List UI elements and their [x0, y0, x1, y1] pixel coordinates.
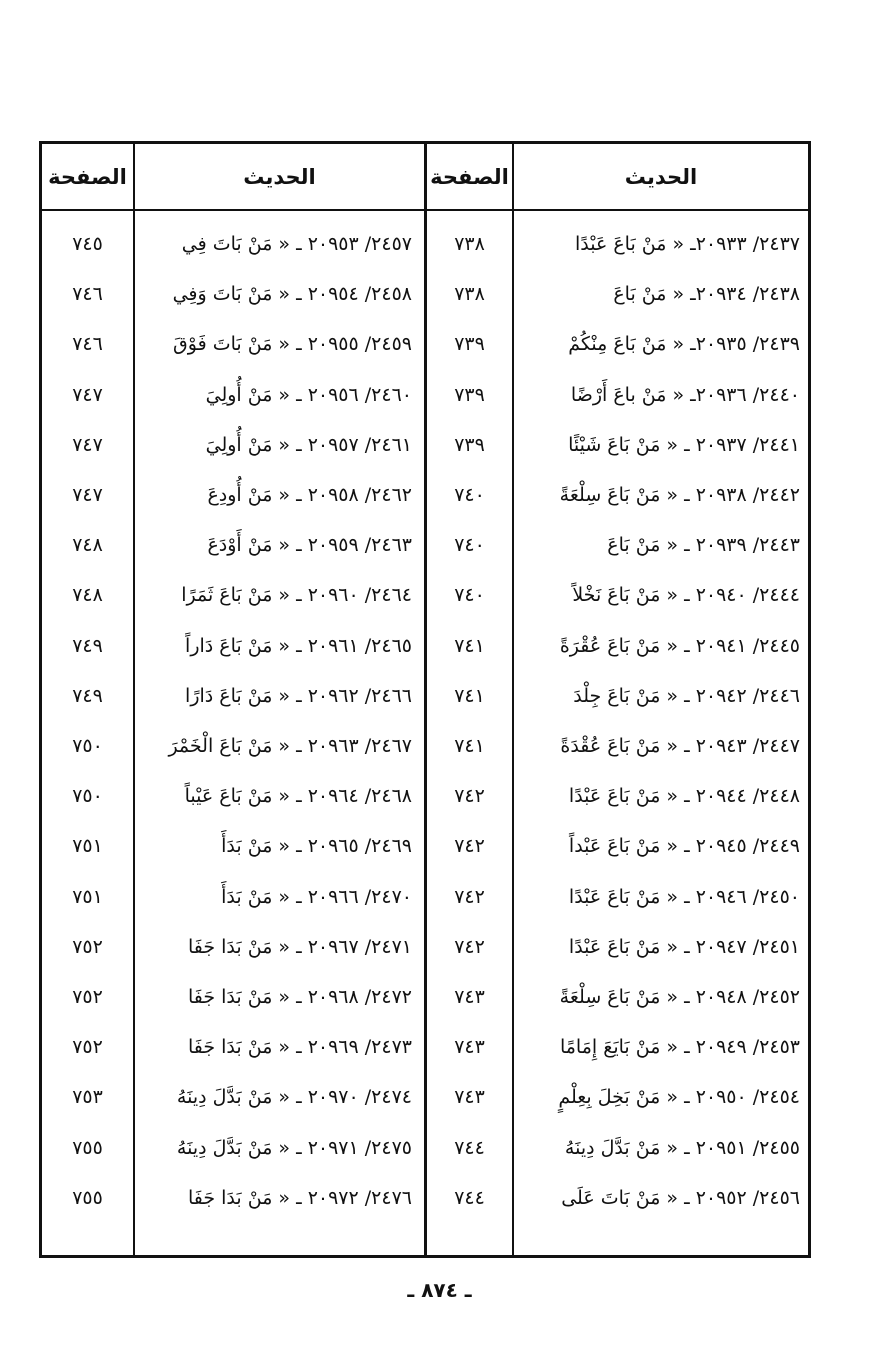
table-row: [42, 1123, 808, 1173]
hadith-entry: ٢٤٥١/ ٢٠٩٤٧ ـ « مَنْ بَاعَ عَبْدًا: [568, 935, 800, 958]
hadith-entry: ٢٤٦٥/ ٢٠٩٦١ ـ « مَنْ بَاعَ دَاراً: [185, 634, 412, 657]
page-ref: ٧٤٥: [72, 233, 103, 256]
header-divider: [42, 209, 808, 211]
page-ref: ٧٤٦: [72, 333, 103, 356]
page-ref: ٧٤١: [454, 634, 485, 657]
hadith-entry: ٢٤٦٢/ ٢٠٩٥٨ ـ « مَنْ أُودِعَ: [207, 484, 412, 507]
table-row: [42, 771, 808, 821]
hadith-entry: ٢٤٧٣/ ٢٠٩٦٩ ـ « مَنْ بَدَا جَفَا: [187, 1036, 412, 1059]
header-hadith-left: الحديث: [243, 164, 316, 189]
hadith-entry: ٢٤٦٠/ ٢٠٩٥٦ ـ « مَنْ أُولِيَ: [205, 383, 412, 406]
page-ref: ٧٤٠: [454, 584, 485, 607]
page-ref: ٧٣٩: [454, 383, 485, 406]
hadith-entry: ٢٤٥٣/ ٢٠٩٤٩ ـ « مَنْ بَايَعَ إِمَامًا: [559, 1036, 800, 1059]
hadith-entry: ٢٤٣٩/ ٢٠٩٣٥ـ « مَنْ بَاعَ مِنْكُمْ: [568, 333, 800, 356]
hadith-entry: ٢٤٤٤/ ٢٠٩٤٠ ـ « مَنْ بَاعَ نَخْلاً: [572, 584, 800, 607]
hadith-entry: ٢٤٤٢/ ٢٠٩٣٨ ـ « مَنْ بَاعَ سِلْعَةً: [559, 484, 800, 507]
page-ref: ٧٤٧: [72, 433, 103, 456]
table-row: [42, 520, 808, 570]
page-ref: ٧٤٢: [454, 835, 485, 858]
hadith-entry: ٢٤٣٧/ ٢٠٩٣٣ـ « مَنْ بَاعَ عَبْدًا: [574, 233, 800, 256]
table-row: [42, 319, 808, 369]
hadith-entry: ٢٤٦٧/ ٢٠٩٦٣ ـ « مَنْ بَاعَ الْخَمْرَ: [168, 735, 412, 758]
index-table: [39, 141, 811, 1258]
page-ref: ٧٥٠: [72, 735, 103, 758]
page-ref: ٧٤٦: [72, 283, 103, 306]
page-ref: ٧٤٨: [72, 584, 103, 607]
page-ref: ٧٥٢: [72, 1036, 103, 1059]
page-ref: ٧٤٩: [72, 684, 103, 707]
table-row: [42, 269, 808, 319]
hadith-entry: ٢٤٧٤/ ٢٠٩٧٠ ـ « مَنْ بَدَّلَ دِينَهُ: [176, 1086, 412, 1109]
table-row: [42, 721, 808, 771]
hadith-entry: ٢٤٤٠/ ٢٠٩٣٦ـ « مَنْ باعَ أَرْضًا: [570, 383, 800, 406]
hadith-entry: ٢٤٤٣/ ٢٠٩٣٩ ـ « مَنْ بَاعَ: [607, 534, 800, 557]
hadith-entry: ٢٤٤١/ ٢٠٩٣٧ ـ « مَنْ بَاعَ شَيْئًا: [568, 433, 800, 456]
page-number: ـ ٨٧٤ ـ: [407, 1278, 472, 1302]
page-ref: ٧٥١: [72, 885, 103, 908]
table-row: [42, 219, 808, 269]
page-ref: ٧٥٣: [72, 1086, 103, 1109]
hadith-entry: ٢٤٦٤/ ٢٠٩٦٠ ـ « مَنْ بَاعَ ثَمَرًا: [181, 584, 412, 607]
page-ref: ٧٤٣: [454, 986, 485, 1009]
hadith-entry: ٢٤٥٨/ ٢٠٩٥٤ ـ « مَنْ بَاتَ وَفِي: [172, 283, 412, 306]
page-ref: ٧٥٥: [72, 1136, 103, 1159]
table-row: [42, 621, 808, 671]
table-row: [42, 1022, 808, 1072]
hadith-entry: ٢٤٤٨/ ٢٠٩٤٤ ـ « مَنْ بَاعَ عَبْدًا: [568, 785, 800, 808]
hadith-entry: ٢٤٤٧/ ٢٠٩٤٣ ـ « مَنْ بَاعَ عُقْدَةً: [560, 735, 800, 758]
hadith-entry: ٢٤٧٦/ ٢٠٩٧٢ ـ « مَنْ بَدَا جَفَا: [187, 1186, 412, 1209]
hadith-entry: ٢٤٥٩/ ٢٠٩٥٥ ـ « مَنْ بَاتَ فَوْقَ: [173, 333, 412, 356]
page-ref: ٧٣٩: [454, 433, 485, 456]
table-row: [42, 420, 808, 470]
page-ref: ٧٣٩: [454, 333, 485, 356]
page-ref: ٧٤١: [454, 735, 485, 758]
page-ref: ٧٤٧: [72, 383, 103, 406]
page-ref: ٧٤٣: [454, 1086, 485, 1109]
page-ref: ٧٤٠: [454, 484, 485, 507]
table-row: [42, 1173, 808, 1223]
hadith-entry: ٢٤٥٥/ ٢٠٩٥١ ـ « مَنْ بَدَّلَ دِينَهُ: [564, 1136, 800, 1159]
page-ref: ٧٥٠: [72, 785, 103, 808]
page-ref: ٧٤٧: [72, 484, 103, 507]
page-ref: ٧٣٨: [454, 283, 485, 306]
page-ref: ٧٤٤: [454, 1186, 485, 1209]
hadith-entry: ٢٤٥٧/ ٢٠٩٥٣ ـ « مَنْ بَاتَ فِي: [181, 233, 412, 256]
hadith-entry: ٢٤٦٦/ ٢٠٩٦٢ ـ « مَنْ بَاعَ دَارًا: [185, 684, 412, 707]
table-row: [42, 922, 808, 972]
header-hadith-right: الحديث: [624, 164, 698, 189]
hadith-entry: ٢٤٧٠/ ٢٠٩٦٦ ـ « مَنْ بَدَأَ: [221, 885, 412, 908]
hadith-entry: ٢٤٥٠/ ٢٠٩٤٦ ـ « مَنْ بَاعَ عَبْدًا: [568, 885, 800, 908]
hadith-entry: ٢٤٣٨/ ٢٠٩٣٤ـ « مَنْ بَاعَ: [613, 283, 800, 306]
table-row: [42, 470, 808, 520]
hadith-entry: ٢٤٧٢/ ٢٠٩٦٨ ـ « مَنْ بَدَا جَفَا: [187, 986, 412, 1009]
table-row: [42, 671, 808, 721]
hadith-entry: ٢٤٧١/ ٢٠٩٦٧ ـ « مَنْ بَدَا جَفَا: [187, 935, 412, 958]
page-ref: ٧٤٣: [454, 1036, 485, 1059]
hadith-entry: ٢٤٦١/ ٢٠٩٥٧ ـ « مَنْ أُولِيَ: [205, 433, 412, 456]
hadith-entry: ٢٤٧٥/ ٢٠٩٧١ ـ « مَنْ بَدَّلَ دِينَهُ: [176, 1136, 412, 1159]
page-ref: ٧٤٢: [454, 885, 485, 908]
table-row: [42, 821, 808, 871]
hadith-entry: ٢٤٦٨/ ٢٠٩٦٤ ـ « مَنْ بَاعَ عَيْباً: [184, 785, 412, 808]
page-ref: ٧٤٨: [72, 534, 103, 557]
page-ref: ٧٤٩: [72, 634, 103, 657]
hadith-entry: ٢٤٦٣/ ٢٠٩٥٩ ـ « مَنْ أَوْدَعَ: [207, 534, 412, 557]
page-ref: ٧٣٨: [454, 233, 485, 256]
page-ref: ٧٤١: [454, 684, 485, 707]
hadith-entry: ٢٤٦٩/ ٢٠٩٦٥ ـ « مَنْ بَدَأَ: [221, 835, 412, 858]
table-row: [42, 570, 808, 620]
header-page-right: الصفحة: [430, 164, 509, 189]
page-ref: ٧٤٢: [454, 935, 485, 958]
hadith-entry: ٢٤٤٦/ ٢٠٩٤٢ ـ « مَنْ بَاعَ جِلْدَ: [573, 684, 800, 707]
table-row: [42, 872, 808, 922]
table-row: [42, 972, 808, 1022]
hadith-entry: ٢٤٥٤/ ٢٠٩٥٠ ـ « مَنْ بَخِلَ بِعِلْمٍ: [558, 1086, 800, 1109]
page-ref: ٧٥٢: [72, 935, 103, 958]
page-ref: ٧٥١: [72, 835, 103, 858]
page-ref: ٧٤٠: [454, 534, 485, 557]
header-page-left: الصفحة: [48, 164, 127, 189]
table-row: [42, 1072, 808, 1122]
hadith-entry: ٢٤٤٩/ ٢٠٩٤٥ ـ « مَنْ بَاعَ عَبْداً: [568, 835, 800, 858]
page-ref: ٧٤٢: [454, 785, 485, 808]
table-row: [42, 370, 808, 420]
hadith-entry: ٢٤٥٦/ ٢٠٩٥٢ ـ « مَنْ بَاتَ عَلَى: [561, 1186, 800, 1209]
page-ref: ٧٤٤: [454, 1136, 485, 1159]
hadith-entry: ٢٤٤٥/ ٢٠٩٤١ ـ « مَنْ بَاعَ عُقْرَةً: [559, 634, 800, 657]
page-ref: ٧٥٥: [72, 1186, 103, 1209]
hadith-entry: ٢٤٥٢/ ٢٠٩٤٨ ـ « مَنْ بَاعَ سِلْعَةً: [559, 986, 800, 1009]
page-ref: ٧٥٢: [72, 986, 103, 1009]
